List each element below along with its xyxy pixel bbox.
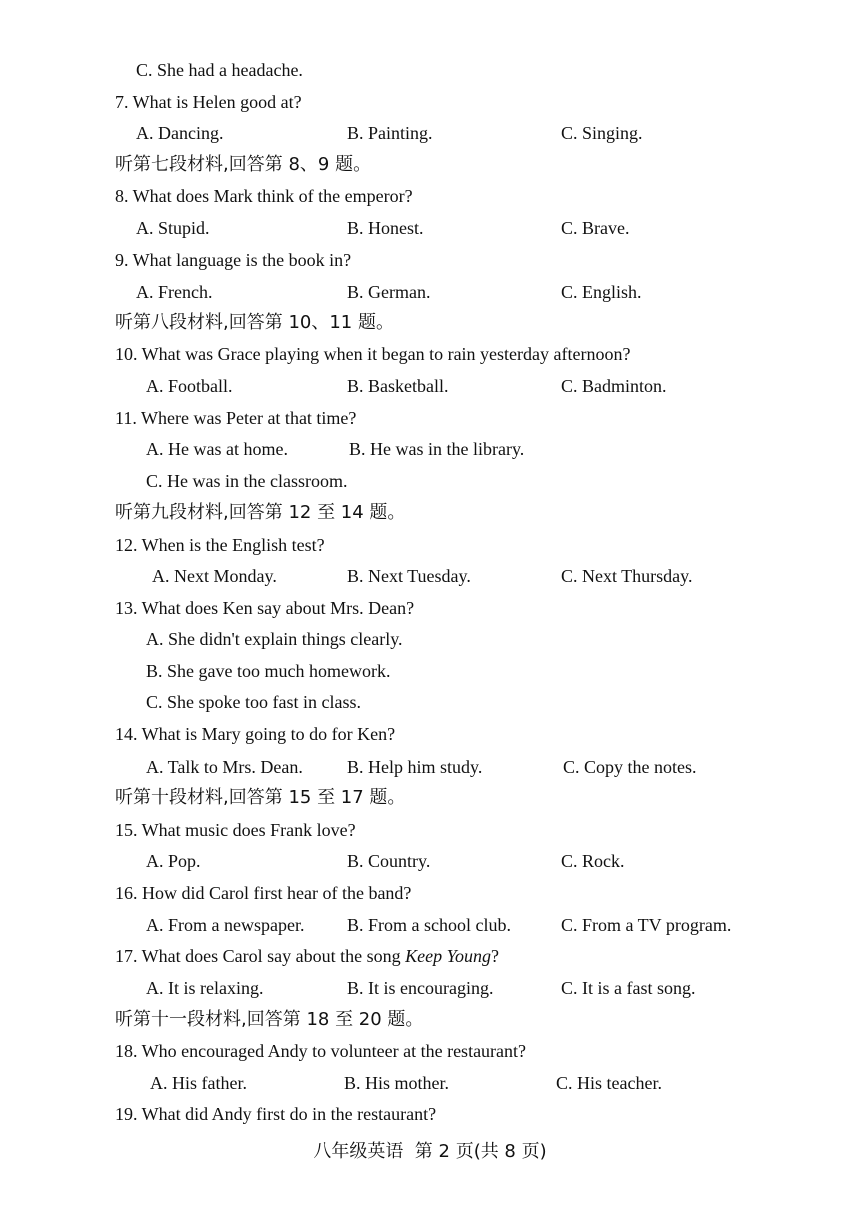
- q12-option-b: B. Next Tuesday.: [347, 566, 471, 586]
- q9-question: 9. What language is the book in?: [115, 250, 352, 270]
- q13-option-b: B. She gave too much homework.: [146, 661, 391, 681]
- q18-option-c: C. His teacher.: [556, 1073, 662, 1093]
- q11-option-a: A. He was at home.: [146, 439, 288, 459]
- section-8-heading: 听第八段材料,回答第 10、11 题。: [115, 312, 394, 333]
- q11-option-b: B. He was in the library.: [349, 439, 525, 459]
- q15-option-b: B. Country.: [347, 851, 431, 871]
- q8-option-c: C. Brave.: [561, 218, 630, 238]
- q15-option-a: A. Pop.: [146, 851, 201, 871]
- page-footer: [0, 1137, 860, 1163]
- q8-option-b: B. Honest.: [347, 218, 424, 238]
- q14-option-c: C. Copy the notes.: [563, 757, 697, 777]
- q11-option-c: C. He was in the classroom.: [146, 471, 348, 491]
- q19-question: 19. What did Andy first do in the restaurant?: [115, 1104, 437, 1124]
- q7-question: 7. What is Helen good at?: [115, 92, 302, 112]
- q16-option-a: A. From a newspaper.: [146, 915, 305, 935]
- q16-question: 16. How did Carol first hear of the band?: [115, 883, 412, 903]
- q15-option-c: C. Rock.: [561, 851, 625, 871]
- q10-question: 10. What was Grace playing when it began to rain yesterday afternoon?: [115, 344, 631, 364]
- q10-option-c: C. Badminton.: [561, 376, 667, 396]
- q18-option-a: A. His father.: [150, 1073, 247, 1093]
- section-10-heading: 听第十段材料,回答第 15 至 17 题。: [115, 787, 406, 808]
- q12-question: 12. When is the English test?: [115, 535, 325, 555]
- q7-option-c: C. Singing.: [561, 123, 643, 143]
- q17-question: [115, 945, 499, 967]
- q8-option-a: A. Stupid.: [136, 218, 210, 238]
- q16-option-c: C. From a TV program.: [561, 915, 732, 935]
- q11-question: 11. Where was Peter at that time?: [115, 408, 357, 428]
- q14-option-a: A. Talk to Mrs. Dean.: [146, 757, 303, 777]
- q6-option-c: C. She had a headache.: [136, 60, 303, 80]
- q12-option-a: A. Next Monday.: [152, 566, 277, 586]
- q7-option-a: A. Dancing.: [136, 123, 224, 143]
- q17-song-title: Keep Young: [405, 946, 491, 966]
- q9-option-a: A. French.: [136, 282, 213, 302]
- q18-option-b: B. His mother.: [344, 1073, 450, 1093]
- q14-question: 14. What is Mary going to do for Ken?: [115, 724, 396, 744]
- q7-option-b: B. Painting.: [347, 123, 433, 143]
- section-7-heading: 听第七段材料,回答第 8、9 题。: [115, 154, 372, 175]
- footer-page-number: 第 2 页(共 8 页): [414, 1141, 547, 1162]
- q17-option-a: A. It is relaxing.: [146, 978, 264, 998]
- q17-question-text: 17. What does Carol say about the song: [115, 946, 406, 966]
- section-9-heading: 听第九段材料,回答第 12 至 14 题。: [115, 502, 406, 523]
- q14-option-b: B. Help him study.: [347, 757, 483, 777]
- q9-option-b: B. German.: [347, 282, 431, 302]
- footer-subject: 八年级英语: [313, 1141, 404, 1162]
- q13-option-c: C. She spoke too fast in class.: [146, 692, 361, 712]
- q9-option-c: C. English.: [561, 282, 642, 302]
- section-11-heading: 听第十一段材料,回答第 18 至 20 题。: [115, 1009, 424, 1030]
- q13-question: 13. What does Ken say about Mrs. Dean?: [115, 598, 415, 618]
- q17-option-b: B. It is encouraging.: [347, 978, 494, 998]
- q8-question: 8. What does Mark think of the emperor?: [115, 186, 413, 206]
- q17-option-c: C. It is a fast song.: [561, 978, 696, 998]
- q10-option-a: A. Football.: [146, 376, 233, 396]
- q10-option-b: B. Basketball.: [347, 376, 449, 396]
- q18-question: 18. Who encouraged Andy to volunteer at the restaurant?: [115, 1041, 527, 1061]
- q17-question-mark: ?: [490, 946, 499, 966]
- q16-option-b: B. From a school club.: [347, 915, 511, 935]
- q15-question: 15. What music does Frank love?: [115, 820, 356, 840]
- q13-option-a: A. She didn't explain things clearly.: [146, 629, 403, 649]
- q12-option-c: C. Next Thursday.: [561, 566, 693, 586]
